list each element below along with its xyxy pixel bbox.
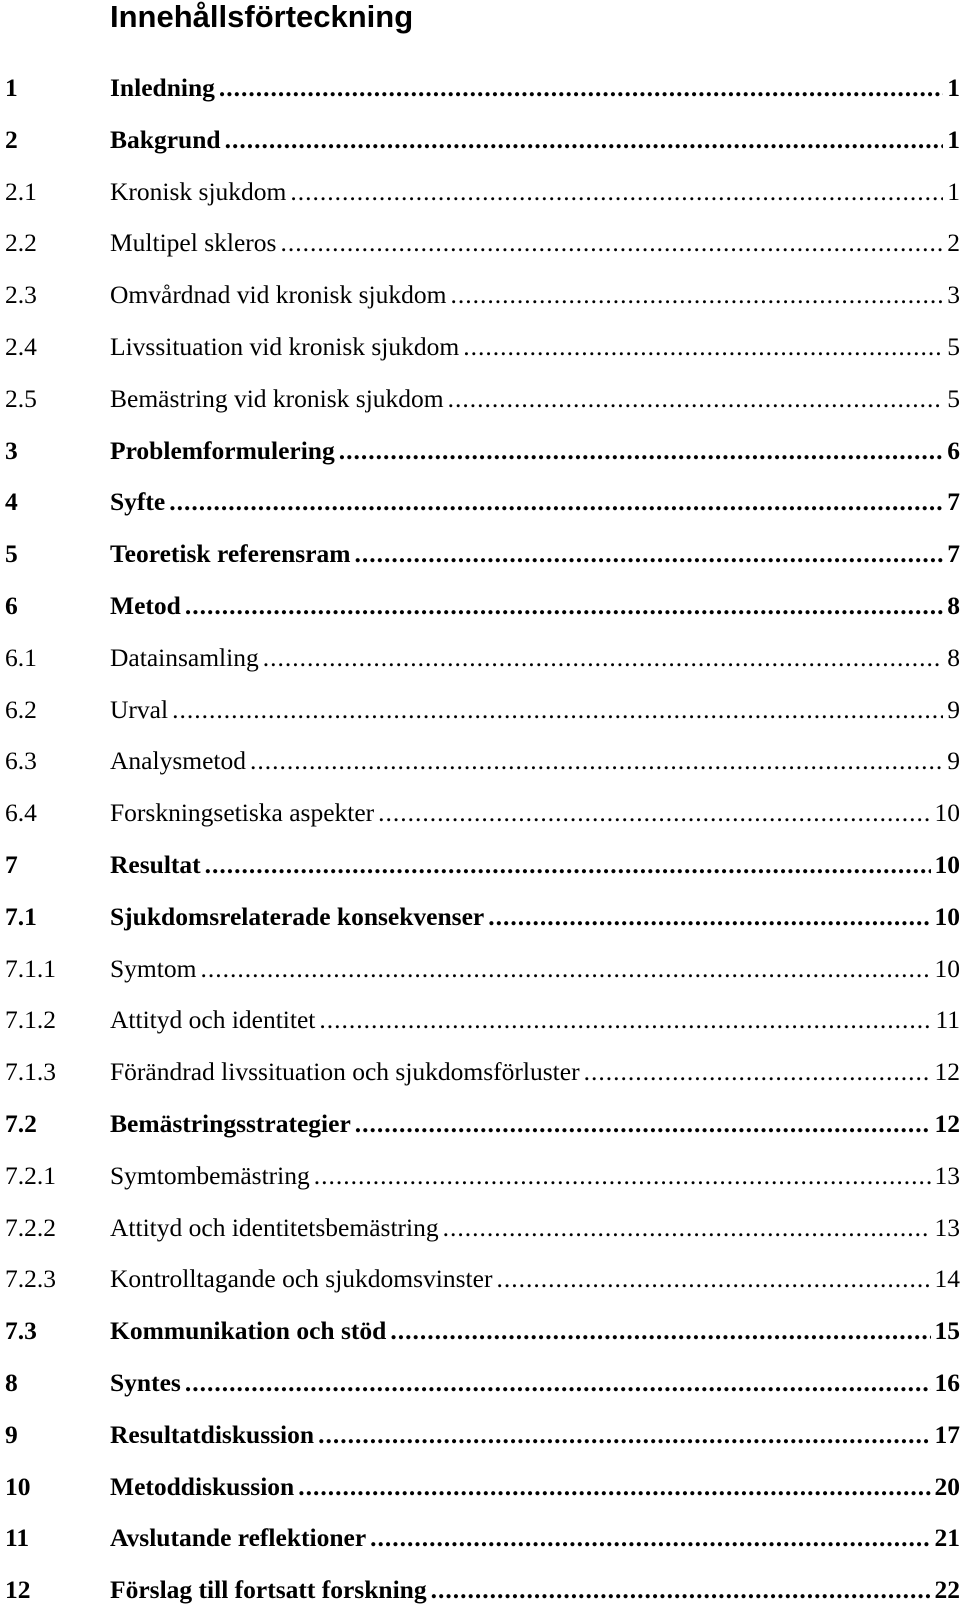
toc-entry-page: 10 [935, 848, 960, 882]
toc-entry-page: 16 [935, 1366, 960, 1400]
toc-entry-title: Metod [110, 589, 181, 623]
toc-entry-title: Inledning [110, 71, 215, 105]
toc-entry[interactable] [0, 271, 960, 323]
toc-entry-line [110, 278, 960, 312]
toc-entry-number: 7.1.1 [5, 952, 56, 986]
dot-leader [185, 1366, 931, 1400]
dot-leader [314, 1159, 931, 1193]
dot-leader [378, 796, 930, 830]
toc-entry-title: Kronisk sjukdom [110, 175, 286, 209]
toc-entry-title: Symtombemästring [110, 1159, 310, 1193]
toc-entry-line [110, 1262, 960, 1296]
toc-entry-line [110, 693, 960, 727]
dot-leader [450, 278, 943, 312]
dot-leader [250, 744, 943, 778]
toc-entry-title: Urval [110, 693, 168, 727]
toc-entry-line [110, 485, 960, 519]
toc-entry[interactable] [0, 323, 960, 375]
toc-entry-page: 3 [947, 278, 960, 312]
dot-leader [200, 952, 930, 986]
toc-entry-title: Symtom [110, 952, 196, 986]
toc-entry[interactable] [0, 1359, 960, 1411]
toc-entry-number: 10 [5, 1470, 31, 1504]
toc-entry-number: 7.1.3 [5, 1055, 56, 1089]
toc-entry-number: 2.2 [5, 226, 37, 260]
toc-entry-page: 21 [935, 1521, 960, 1555]
toc-entry-page: 9 [947, 693, 960, 727]
toc-entry-title: Syfte [110, 485, 165, 519]
dot-leader [225, 123, 944, 157]
toc-entry-line [110, 641, 960, 675]
toc-entry-title: Forskningsetiska aspekter [110, 796, 374, 830]
toc-entry-line [110, 382, 960, 416]
toc-entry[interactable] [0, 530, 960, 582]
toc-entry-page: 15 [935, 1314, 960, 1348]
toc-entry-page: 11 [935, 1003, 960, 1037]
toc-entry-number: 9 [5, 1418, 18, 1452]
dot-leader [390, 1314, 930, 1348]
toc-entry-line [110, 848, 960, 882]
toc-entry-title: Omvårdnad vid kronisk sjukdom [110, 278, 446, 312]
toc-entry-title: Resultat [110, 848, 201, 882]
toc-entry-title: Kontrolltagande och sjukdomsvinster [110, 1262, 492, 1296]
toc-entry-line [110, 1418, 960, 1452]
dot-leader [448, 382, 944, 416]
dot-leader [263, 641, 944, 675]
dot-leader [584, 1055, 931, 1089]
toc-entry-page: 10 [935, 796, 960, 830]
toc-entry-line [110, 123, 960, 157]
toc-entry-line [110, 744, 960, 778]
toc-entry-line [110, 1314, 960, 1348]
toc-entry-line [110, 1003, 960, 1037]
toc-entry[interactable] [0, 634, 960, 686]
toc-entry[interactable] [0, 219, 960, 271]
toc-entry-title: Multipel skleros [110, 226, 276, 260]
toc-entry-number: 2.3 [5, 278, 37, 312]
toc-entry-title: Bemästringsstrategier [110, 1107, 351, 1141]
toc-entry[interactable] [0, 116, 960, 168]
toc-entry-title: Förslag till fortsatt forskning [110, 1573, 427, 1607]
toc-list [0, 64, 960, 1618]
toc-entry-line [110, 1107, 960, 1141]
toc-entry-number: 5 [5, 537, 18, 571]
toc-entry-page: 12 [935, 1107, 960, 1141]
toc-entry-number: 7.2.1 [5, 1159, 56, 1193]
toc-entry-number: 3 [5, 434, 18, 468]
dot-leader [339, 434, 944, 468]
dot-leader [370, 1521, 930, 1555]
toc-entry-page: 8 [947, 641, 960, 675]
toc-entry-line [110, 1211, 960, 1245]
toc-entry[interactable] [0, 375, 960, 427]
toc-entry-title: Problemformulering [110, 434, 335, 468]
toc-entry-number: 7.1 [5, 900, 37, 934]
toc-entry-page: 12 [935, 1055, 960, 1089]
toc-entry-line [110, 1055, 960, 1089]
toc-entry[interactable] [0, 1463, 960, 1515]
toc-entry-page: 6 [947, 434, 960, 468]
toc-entry-line [110, 1366, 960, 1400]
toc-entry-title: Kommunikation och stöd [110, 1314, 386, 1348]
toc-entry-page: 5 [947, 382, 960, 416]
toc-entry-title: Bemästring vid kronisk sjukdom [110, 382, 444, 416]
toc-entry-line [110, 537, 960, 571]
toc-entry[interactable] [0, 1152, 960, 1204]
toc-entry-page: 10 [935, 952, 960, 986]
toc-entry-line [110, 1470, 960, 1504]
toc-entry-page: 22 [935, 1573, 960, 1607]
toc-entry-page: 17 [935, 1418, 960, 1452]
toc-entry[interactable] [0, 1307, 960, 1359]
toc-entry-line [110, 952, 960, 986]
toc-entry-number: 6.2 [5, 693, 37, 727]
dot-leader [219, 71, 943, 105]
toc-entry-page: 1 [947, 175, 960, 209]
toc-entry[interactable] [0, 168, 960, 220]
toc-entry-number: 7.2 [5, 1107, 37, 1141]
toc-entry[interactable] [0, 478, 960, 530]
dot-leader [443, 1211, 931, 1245]
toc-entry-page: 8 [947, 589, 960, 623]
toc-entry[interactable] [0, 1411, 960, 1463]
toc-entry-line [110, 1573, 960, 1607]
dot-leader [355, 1107, 931, 1141]
toc-entry-number: 2.5 [5, 382, 37, 416]
dot-leader [205, 848, 931, 882]
toc-entry-title: Attityd och identitetsbemästring [110, 1211, 439, 1245]
toc-entry-number: 4 [5, 485, 18, 519]
toc-entry-number: 6.4 [5, 796, 37, 830]
toc-entry-page: 20 [935, 1470, 960, 1504]
toc-entry-page: 2 [947, 226, 960, 260]
toc-entry[interactable] [0, 582, 960, 634]
toc-entry[interactable] [0, 737, 960, 789]
toc-entry[interactable] [0, 1514, 960, 1566]
toc-entry[interactable] [0, 789, 960, 841]
dot-leader [172, 693, 943, 727]
toc-entry-line [110, 1159, 960, 1193]
toc-entry-title: Sjukdomsrelaterade konsekvenser [110, 900, 484, 934]
toc-entry-title: Syntes [110, 1366, 181, 1400]
toc-entry-page: 13 [935, 1159, 960, 1193]
toc-entry-number: 6.1 [5, 641, 37, 675]
toc-entry-line [110, 175, 960, 209]
toc-entry-page: 7 [947, 485, 960, 519]
toc-entry[interactable] [0, 996, 960, 1048]
dot-leader [169, 485, 943, 519]
toc-entry[interactable] [0, 1566, 960, 1618]
toc-entry-title: Livssituation vid kronisk sjukdom [110, 330, 459, 364]
toc-entry-title: Teoretisk referensram [110, 537, 351, 571]
toc-entry-number: 7 [5, 848, 18, 882]
toc-entry[interactable] [0, 686, 960, 738]
toc-entry-page: 7 [947, 537, 960, 571]
toc-entry-title: Metoddiskussion [110, 1470, 294, 1504]
toc-entry-title: Resultatdiskussion [110, 1418, 314, 1452]
toc-entry-number: 6.3 [5, 744, 37, 778]
toc-entry-number: 7.2.2 [5, 1211, 56, 1245]
toc-entry[interactable] [0, 1255, 960, 1307]
toc-entry-line [110, 1521, 960, 1555]
toc-entry-number: 2 [5, 123, 18, 157]
toc-entry[interactable] [0, 1204, 960, 1256]
toc-entry[interactable] [0, 893, 960, 945]
toc-entry-title: Bakgrund [110, 123, 221, 157]
page-title: Innehållsförteckning [110, 0, 413, 34]
dot-leader [318, 1418, 930, 1452]
toc-entry-title: Datainsamling [110, 641, 259, 675]
toc-entry-page: 10 [935, 900, 960, 934]
toc-entry-number: 12 [5, 1573, 31, 1607]
toc-entry[interactable] [0, 945, 960, 997]
dot-leader [463, 330, 943, 364]
toc-entry-title: Attityd och identitet [110, 1003, 315, 1037]
toc-entry[interactable] [0, 64, 960, 116]
toc-entry-page: 5 [947, 330, 960, 364]
dot-leader [431, 1573, 931, 1607]
toc-entry-page: 1 [947, 71, 960, 105]
toc-entry[interactable] [0, 841, 960, 893]
toc-entry-title: Avslutande reflektioner [110, 1521, 366, 1555]
dot-leader [319, 1003, 931, 1037]
dot-leader [290, 175, 943, 209]
dot-leader [298, 1470, 930, 1504]
dot-leader [355, 537, 944, 571]
toc-entry-number: 7.3 [5, 1314, 37, 1348]
toc-entry-number: 7.1.2 [5, 1003, 56, 1037]
toc-entry-line [110, 796, 960, 830]
toc-entry-page: 13 [935, 1211, 960, 1245]
toc-entry[interactable] [0, 1048, 960, 1100]
dot-leader [280, 226, 943, 260]
toc-entry-page: 9 [947, 744, 960, 778]
toc-entry-number: 6 [5, 589, 18, 623]
toc-entry-line [110, 71, 960, 105]
toc-entry[interactable] [0, 1100, 960, 1152]
toc-entry-number: 2.4 [5, 330, 37, 364]
dot-leader [488, 900, 930, 934]
toc-entry-page: 1 [947, 123, 960, 157]
toc-entry-number: 11 [5, 1521, 29, 1555]
toc-entry-page: 14 [935, 1262, 960, 1296]
toc-entry-number: 8 [5, 1366, 18, 1400]
dot-leader [185, 589, 943, 623]
toc-entry-title: Analysmetod [110, 744, 246, 778]
toc-entry-number: 7.2.3 [5, 1262, 56, 1296]
toc-entry-line [110, 900, 960, 934]
toc-entry-line [110, 330, 960, 364]
toc-entry-line [110, 589, 960, 623]
dot-leader [496, 1262, 930, 1296]
toc-entry-title: Förändrad livssituation och sjukdomsförluster [110, 1055, 580, 1089]
toc-entry-line [110, 434, 960, 468]
toc-entry-number: 2.1 [5, 175, 37, 209]
toc-entry[interactable] [0, 427, 960, 479]
toc-entry-number: 1 [5, 71, 18, 105]
toc-entry-line [110, 226, 960, 260]
